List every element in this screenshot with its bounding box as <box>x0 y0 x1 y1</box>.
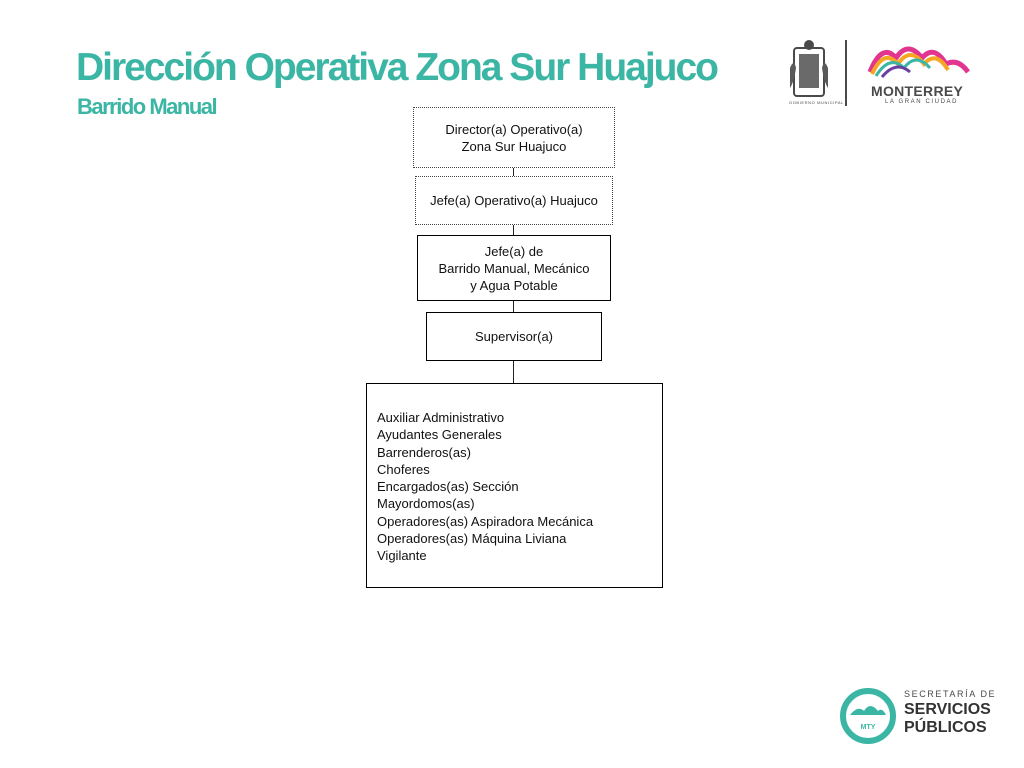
jefe-huajuco-box <box>415 176 613 225</box>
connector-line <box>513 225 514 235</box>
seal-caption: GOBIERNO MUNICIPAL <box>789 100 844 105</box>
publicos-label: PÚBLICOS <box>904 719 987 736</box>
jefe-barrido-box <box>417 235 611 301</box>
director-title-line2: Zona Sur Huajuco <box>461 138 567 154</box>
connector-line <box>513 361 514 383</box>
supervisor-box <box>426 312 602 361</box>
staff-item: Operadores(as) Máquina Liviana <box>377 531 567 547</box>
mty-circle-icon <box>843 691 893 741</box>
monterrey-tagline: LA GRAN CIUDAD <box>885 99 959 105</box>
city-seal-icon <box>790 40 828 96</box>
monterrey-mountains-icon <box>870 49 968 77</box>
director-title-line1: Director(a) Operativo(a) <box>445 121 583 137</box>
director-box <box>413 107 615 168</box>
jefe-barrido-line1: Jefe(a) de <box>484 243 544 259</box>
staff-item: Choferes <box>377 461 430 477</box>
staff-item: Barrenderos(as) <box>377 444 471 460</box>
staff-item: Auxiliar Administrativo <box>377 410 505 425</box>
servicios-label: SERVICIOS <box>904 701 991 718</box>
jefe-barrido-line2: Barrido Manual, Mecánico <box>438 260 590 276</box>
staff-box <box>366 383 663 588</box>
staff-item: Operadores(as) Aspiradora Mecánica <box>377 513 594 529</box>
staff-item: Mayordomos(as) <box>377 496 475 512</box>
connector-line <box>513 168 514 176</box>
page-subtitle: Barrido Manual <box>77 94 217 119</box>
staff-item: Ayudantes Generales <box>377 427 502 443</box>
page-title: Dirección Operativa Zona Sur Huajuco <box>76 46 718 89</box>
secretaria-label: SECRETARÍA DE <box>904 689 997 699</box>
jefe-huajuco-title: Jefe(a) Operativo(a) Huajuco <box>430 193 598 208</box>
staff-item: Encargados(as) Sección <box>377 479 519 495</box>
supervisor-title: Supervisor(a) <box>474 329 554 344</box>
jefe-barrido-line3: y Agua Potable <box>470 277 558 293</box>
monterrey-wordmark: MONTERREY <box>871 83 964 99</box>
connector-line <box>513 301 514 312</box>
mty-badge-text: MTY <box>860 724 876 731</box>
staff-item: Vigilante <box>377 548 427 564</box>
